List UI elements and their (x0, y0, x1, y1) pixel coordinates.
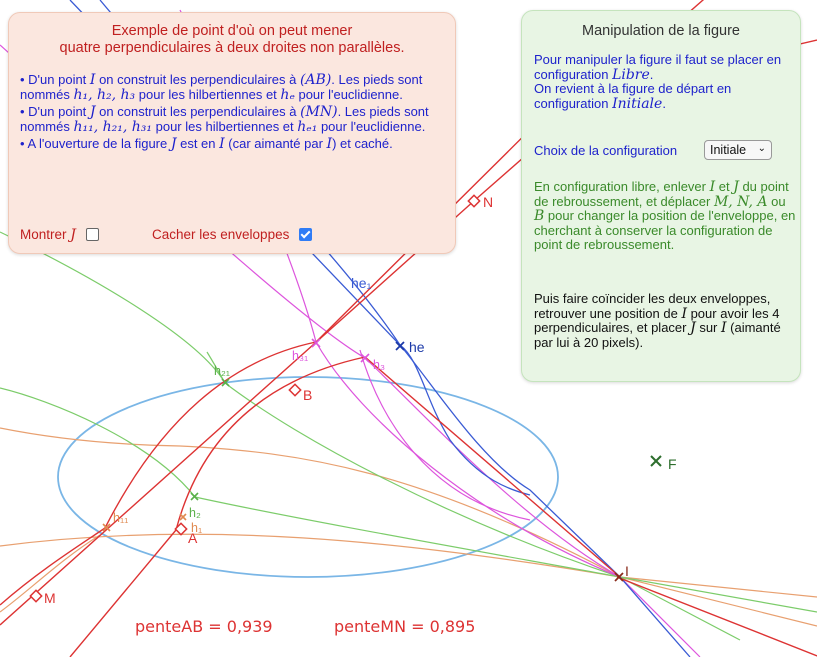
hide-envelopes-control[interactable] (152, 227, 312, 242)
blue-line-3 (400, 345, 530, 495)
label-N: N (483, 194, 494, 210)
label-I: I (625, 563, 629, 579)
orange-line-1 (0, 428, 817, 626)
manipulation-intro (534, 53, 796, 111)
show-j-checkbox[interactable] (86, 228, 99, 241)
label-B: B (303, 387, 313, 403)
text: (aimanté par lui à 20 pixels). (534, 320, 781, 350)
text: • D'un point (20, 72, 90, 87)
point-F[interactable] (651, 456, 661, 466)
math: I (721, 320, 727, 337)
green-line-2 (0, 388, 817, 612)
math: J (690, 320, 696, 337)
text: pour les hilbertiennes et (152, 118, 298, 134)
math: I (681, 305, 687, 322)
math: h₁₁, h₂₁, h₃₁ (73, 118, 152, 135)
text: Puis faire coïncider les deux enveloppes, retrouver une position de (534, 291, 771, 321)
math: I (326, 136, 333, 153)
text: • A l'ouverture de la figure (20, 136, 171, 152)
point-h1[interactable] (180, 514, 186, 520)
show-j-control[interactable] (20, 227, 99, 243)
show-j-label: Montrer (20, 227, 67, 242)
text: • D'un point (20, 104, 90, 120)
label-h31: h₃₁ (292, 349, 309, 363)
red-line-AB (70, 357, 620, 657)
label-he1: he₁ (351, 275, 372, 291)
chevron-down-icon: ⌄ (757, 143, 766, 154)
label-h1: h₁ (191, 521, 203, 535)
free-config-instructions (534, 180, 796, 253)
hide-envelopes-checkbox[interactable] (299, 228, 312, 241)
config-select-value: Initiale (710, 143, 747, 157)
math: h₁, h₂, h₃ (73, 86, 136, 103)
label-h11: h₁₁ (113, 511, 129, 525)
point-B[interactable] (289, 384, 300, 395)
text: pour les hilbertiennes et (135, 86, 281, 102)
config-select[interactable] (704, 140, 772, 160)
point-he[interactable] (396, 342, 404, 350)
title-line-2: quatre perpendiculaires à deux droites non parallèles. (59, 40, 405, 56)
text: ou (767, 193, 786, 209)
text: pour avoir les 4 perpendiculaires, et placer (534, 305, 780, 336)
math: hₑ₁ (297, 118, 318, 135)
text: sur (695, 320, 722, 336)
label-F: F (668, 456, 677, 472)
point-h2[interactable] (191, 493, 198, 500)
config-label: Choix de la configuration (534, 143, 678, 158)
red-line-4 (617, 577, 817, 657)
text: On revient à la figure de départ en configuration (534, 81, 732, 111)
final-instructions (534, 292, 796, 350)
math: Libre (612, 66, 650, 83)
manipulation-title: Manipulation de la figure (582, 23, 740, 39)
bullet-3 (20, 137, 450, 152)
pente-ab-readout: penteAB = 0,939 (135, 617, 273, 636)
math: J (170, 136, 177, 153)
point-M[interactable] (30, 590, 41, 601)
label-he: he (409, 339, 425, 355)
text: on construit les perpendiculaires à (95, 104, 301, 120)
math: M, N, A (713, 193, 768, 210)
label-h2: h₂ (189, 506, 201, 520)
manipulation-panel (521, 10, 801, 382)
text: pour l'euclidienne. (317, 118, 426, 134)
math: hₑ (280, 86, 295, 103)
text: du point de rebroussement, et déplacer (534, 179, 789, 209)
math: B (534, 208, 545, 225)
text: on construit les perpendiculaires à (95, 72, 300, 87)
math: (AB) (299, 72, 332, 88)
text: Pour manipuler la figure il faut se placer en configuration (534, 52, 782, 82)
bullet-1 (20, 73, 450, 102)
text: . Les pieds sont nommés (20, 72, 423, 102)
text: . Les pieds sont nommés (20, 104, 429, 134)
text: ) et caché. (332, 136, 393, 152)
label-M: M (44, 590, 56, 606)
math: (MN) (300, 104, 338, 121)
label-h3: h₃ (373, 358, 386, 372)
math: J (733, 179, 739, 195)
text: pour changer la position de l'enveloppe, en cherchant à conserver la configuration de point de rebroussement. (534, 208, 796, 253)
text: et (715, 179, 734, 194)
label-A: A (188, 530, 198, 546)
math: I (219, 136, 225, 153)
info-panel (8, 12, 456, 254)
title-line-1: Exemple de point d'où on peut mener (111, 23, 353, 39)
panel-title (9, 23, 455, 57)
bullet-list (20, 73, 450, 155)
text: En configuration libre, enlever (534, 179, 710, 194)
math: J (70, 227, 76, 243)
text: pour l'euclidienne. (294, 86, 403, 102)
text: (car aimanté par (224, 136, 327, 152)
text: . (662, 95, 666, 111)
math: I (709, 179, 716, 195)
label-h21: h₂₁ (214, 364, 231, 378)
hide-envelopes-label: Cacher les enveloppes (152, 227, 290, 242)
math: Initiale (612, 95, 663, 112)
bullet-2 (20, 105, 450, 134)
math: J (89, 104, 96, 121)
pente-mn-readout: penteMN = 0,895 (334, 617, 476, 636)
ellipse-conic[interactable] (58, 377, 558, 577)
text: est en (176, 136, 220, 152)
text: . (649, 66, 654, 82)
math: I (89, 72, 96, 88)
